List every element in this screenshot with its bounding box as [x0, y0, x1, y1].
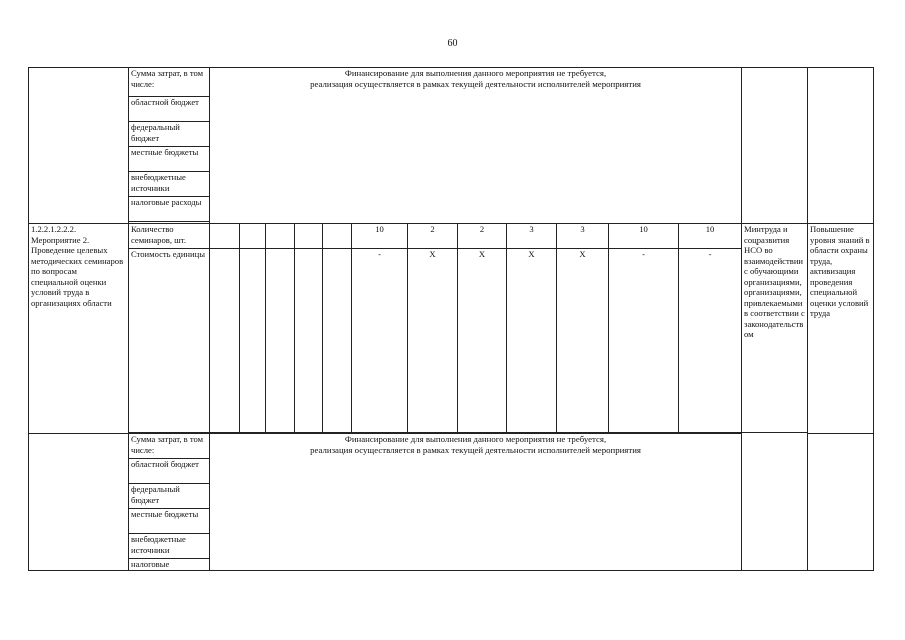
count-value: 10: [609, 224, 679, 249]
cost-label-federal: федеральный бюджет: [129, 122, 210, 147]
indicator-count-label: Количество семинаров, шт.: [129, 224, 210, 249]
count-value: 3: [557, 224, 609, 249]
unit-cost-value: -: [609, 249, 679, 433]
financing-note-line2: реализация осуществляется в рамках текущей деятельности исполнителей мероприятия: [310, 79, 641, 89]
expected-result: Повышение уровня знаний в области охраны труда, активизация проведения специальной оценки условий труда: [808, 224, 874, 434]
financing-note-line1: Финансирование для выполнения данного мероприятия не требуется,: [344, 434, 607, 444]
cost-label-total: Сумма затрат, в том числе:: [129, 68, 210, 97]
cost-label-tax: налоговые: [129, 559, 210, 571]
result-tail: [808, 434, 874, 571]
cost-label-extrabudget: внебюджетные источники: [129, 534, 210, 559]
financing-note-line1: Финансирование для выполнения данного мероприятия не требуется,: [344, 68, 607, 78]
cost-label-extrabudget: внебюджетные источники: [129, 172, 210, 197]
cost-label-tax: налоговые расходы: [129, 197, 210, 222]
cost-label-regional: областной бюджет: [129, 97, 210, 122]
program-measures-table: [28, 67, 874, 571]
count-value: 2: [408, 224, 458, 249]
unit-cost-value: -: [679, 249, 742, 433]
empty-cell: [210, 224, 240, 249]
cost-label-local: местные бюджеты: [129, 147, 210, 172]
empty-cell: [266, 249, 295, 433]
unit-cost-value: Х: [507, 249, 557, 433]
executor: Минтруда и соцразвития НСО во взаимодействии с обучающими организациями, организациями, привлекаемыми в соответствии с законодательством: [742, 224, 808, 433]
indicator-unit-cost-label: Стоимость единицы: [129, 249, 210, 433]
executor-tail: [742, 433, 808, 571]
empty-cell: [240, 224, 266, 249]
count-value: 10: [679, 224, 742, 249]
cost-label-federal: федеральный бюджет: [129, 484, 210, 509]
empty-cell: [323, 249, 352, 433]
measure-tail: [29, 434, 129, 571]
empty-cell: [295, 224, 323, 249]
unit-cost-value: Х: [557, 249, 609, 433]
empty-cell: [210, 249, 240, 433]
financing-note-line2: реализация осуществляется в рамках текущей деятельности исполнителей мероприятия: [310, 445, 641, 455]
measure-code-title: 1.2.2.1.2.2.2. Мероприятие 2. Проведение целевых методических семинаров по вопросам специальной оценки условий труда в организациях области: [29, 224, 129, 434]
unit-cost-value: Х: [408, 249, 458, 433]
cost-label-local: местные бюджеты: [129, 509, 210, 534]
page-number: 60: [447, 38, 458, 49]
cost-label-regional: областной бюджет: [129, 459, 210, 484]
financing-note: [210, 68, 742, 224]
empty-cell: [266, 224, 295, 249]
count-value: 2: [458, 224, 507, 249]
count-value: 10: [352, 224, 408, 249]
empty-cell: [295, 249, 323, 433]
financing-note: [210, 434, 742, 571]
cost-label-total: Сумма затрат, в том числе:: [129, 434, 210, 459]
executor-continuation: [742, 68, 808, 224]
count-value: 3: [507, 224, 557, 249]
empty-cell: [323, 224, 352, 249]
unit-cost-value: Х: [458, 249, 507, 433]
result-continuation: [808, 68, 874, 224]
empty-cell: [240, 249, 266, 433]
unit-cost-value: -: [352, 249, 408, 433]
continuation-cell: [29, 68, 129, 224]
